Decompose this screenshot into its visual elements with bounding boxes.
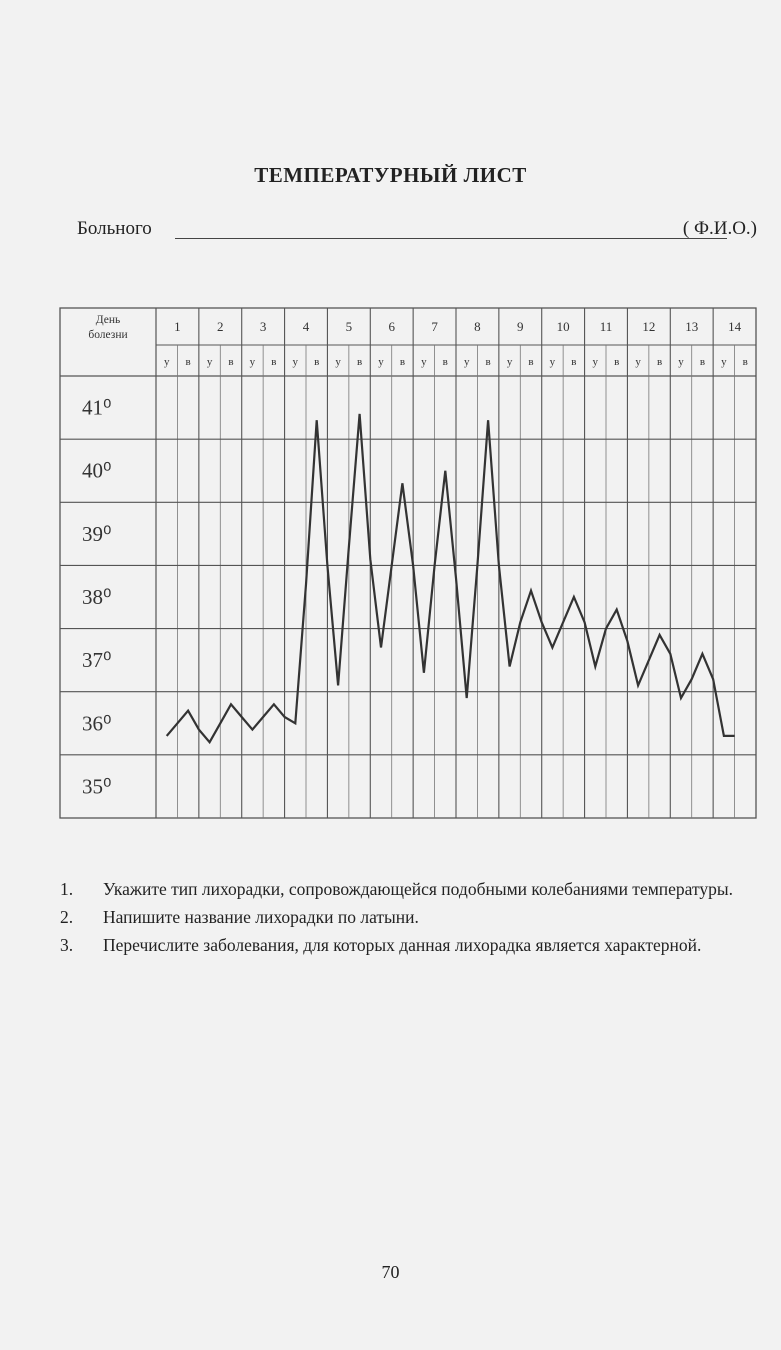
temperature-series-line xyxy=(167,414,735,742)
time-of-day-label: в xyxy=(356,356,363,368)
questions-list xyxy=(60,878,770,962)
time-of-day-label: у xyxy=(378,356,384,368)
temperature-label: 40⁰ xyxy=(82,458,112,483)
question-number: 3. xyxy=(60,935,74,955)
time-of-day-label: в xyxy=(614,356,620,368)
time-of-day-label: у xyxy=(463,356,470,368)
time-of-day-label: у xyxy=(549,356,556,368)
time-of-day-label: у xyxy=(635,356,641,368)
time-of-day-label: у xyxy=(678,356,684,368)
day-number-label: 11 xyxy=(599,319,613,334)
time-of-day-label: у xyxy=(249,356,256,368)
page-title: ТЕМПЕРАТУРНЫЙ ЛИСТ xyxy=(254,163,527,187)
time-of-day-label: в xyxy=(185,356,191,368)
time-of-day-label: в xyxy=(656,356,663,368)
day-number-label: 6 xyxy=(388,319,395,334)
question-number: 1. xyxy=(60,879,74,899)
time-of-day-label: в xyxy=(571,356,577,368)
day-number-label: 9 xyxy=(517,319,524,334)
question-text: Напишите название лихорадки по латыни. xyxy=(103,907,419,927)
time-of-day-label: в xyxy=(271,356,277,368)
day-number-label: 1 xyxy=(174,319,181,334)
time-of-day-label: в xyxy=(742,356,748,368)
time-of-day-label: в xyxy=(314,356,320,368)
patient-label: Больного xyxy=(77,218,152,239)
question-text: Перечислите заболевания, для которых данная лихорадка является характерной. xyxy=(103,935,702,955)
time-of-day-label: у xyxy=(163,356,170,368)
temperature-label: 39⁰ xyxy=(82,521,112,546)
time-of-day-label: в xyxy=(528,356,534,368)
question-text: Укажите тип лихорадки, сопровождающейся подобными колебаниями температуры. xyxy=(103,879,734,899)
time-of-day-label: у xyxy=(506,356,513,368)
day-number-label: 14 xyxy=(728,319,742,334)
question-number: 2. xyxy=(60,907,74,927)
time-of-day-label: у xyxy=(292,356,299,368)
time-of-day-label: в xyxy=(485,356,491,368)
time-of-day-label: в xyxy=(699,356,706,368)
question-item xyxy=(60,878,770,901)
patient-fio-label: ( Ф.И.О.) xyxy=(682,218,757,239)
day-number-label: 4 xyxy=(302,319,310,334)
day-number-label: 5 xyxy=(345,319,353,334)
page-number: 70 xyxy=(381,1262,400,1282)
temperature-label: 35⁰ xyxy=(82,774,112,799)
time-of-day-label: в xyxy=(228,356,234,368)
time-of-day-label: у xyxy=(206,356,213,368)
time-of-day-label: у xyxy=(721,356,727,368)
temperature-label: 41⁰ xyxy=(82,395,112,420)
chart-frame xyxy=(60,308,756,818)
header-label-day: День xyxy=(95,314,121,326)
question-item xyxy=(60,934,770,957)
time-of-day-label: в xyxy=(399,356,406,368)
temperature-label: 38⁰ xyxy=(82,585,112,609)
day-number-label: 13 xyxy=(685,319,699,334)
day-number-label: 2 xyxy=(217,319,224,334)
day-number-label: 8 xyxy=(474,319,481,334)
day-number-label: 7 xyxy=(431,319,438,334)
day-number-label: 12 xyxy=(642,319,656,334)
header-label-illness: болезни xyxy=(88,329,128,341)
day-number-label: 10 xyxy=(556,319,570,334)
temperature-label: 36⁰ xyxy=(82,711,112,736)
question-item xyxy=(60,906,770,929)
day-number-label: 3 xyxy=(259,319,267,334)
temperature-label: 37⁰ xyxy=(82,648,112,673)
time-of-day-label: в xyxy=(442,356,448,368)
time-of-day-label: у xyxy=(592,356,599,368)
time-of-day-label: у xyxy=(335,356,341,368)
time-of-day-label: у xyxy=(421,356,427,368)
